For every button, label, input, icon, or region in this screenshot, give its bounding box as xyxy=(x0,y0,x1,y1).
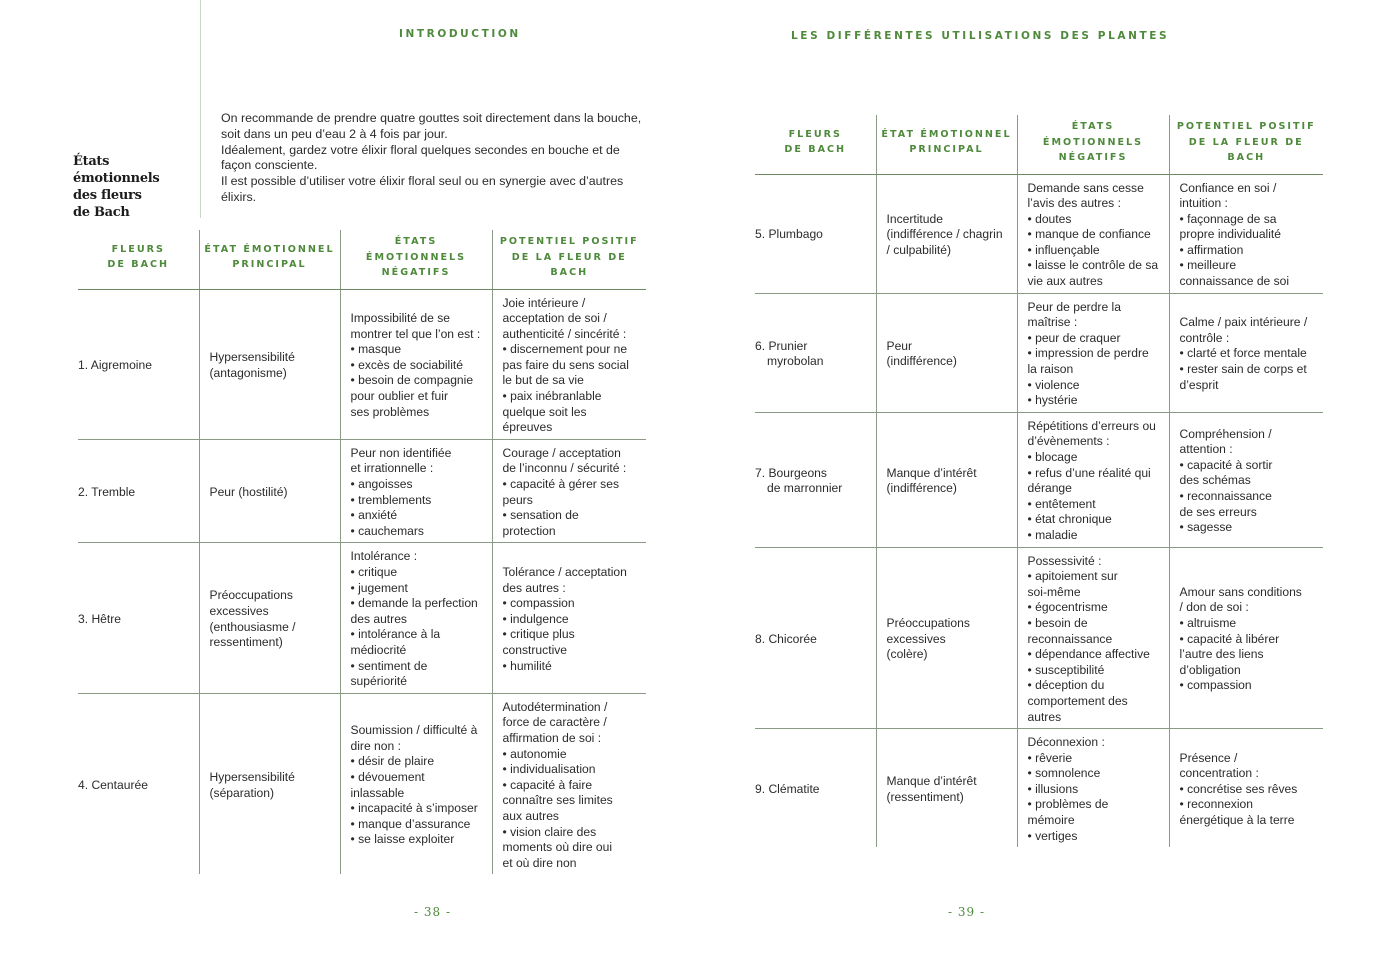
cell-line: (indifférence / chagrin xyxy=(886,227,1003,242)
cell-line: • masque xyxy=(350,342,402,357)
cell-line: authenticité / sincérité : xyxy=(502,326,627,341)
cell-line: • cauchemars xyxy=(350,523,424,538)
negative-states xyxy=(1017,293,1169,412)
cell-line: • jugement xyxy=(350,580,408,595)
cell-line: Peur non identifiée xyxy=(350,445,452,460)
cell-line: • sensation de xyxy=(502,508,579,523)
cell-line: et où dire non xyxy=(502,855,577,870)
positive-potential xyxy=(492,439,646,543)
header-line: FLEURS xyxy=(788,128,842,140)
cell-line: Préoccupations xyxy=(209,588,293,603)
cell-line: épreuves xyxy=(502,420,553,435)
cell-line: • impression de perdre xyxy=(1027,346,1149,361)
header-line: ÉMOTIONNELS xyxy=(365,251,467,263)
cell-line: vie aux autres xyxy=(1027,274,1103,289)
principal-state xyxy=(876,729,1017,848)
principal-state xyxy=(199,543,340,693)
cell-line: 4. Centaurée xyxy=(78,777,148,792)
cell-line: Préoccupations xyxy=(886,615,970,630)
cell-line: moments où dire oui xyxy=(502,840,613,855)
cell-line: Autodétermination / xyxy=(502,699,608,714)
cell-line: intuition : xyxy=(1179,196,1228,211)
intro-paragraph: On recommande de prendre quatre gouttes soit directement dans la bouche, soit dans un peu d’eau 2 à 4 fois par jour. xyxy=(221,111,642,141)
cell-line: myrobolan xyxy=(767,354,824,369)
cell-line: Compréhension / xyxy=(1179,426,1272,441)
header-line: POTENTIEL POSITIF xyxy=(499,236,639,247)
section-title xyxy=(73,153,183,221)
negative-states xyxy=(1017,729,1169,848)
principal-state xyxy=(876,293,1017,412)
positive-potential xyxy=(1169,293,1323,412)
header-line: DE LA FLEUR DE BACH xyxy=(511,251,627,278)
cell-line: d’esprit xyxy=(1179,377,1219,392)
cell-line: (colère) xyxy=(886,647,928,662)
cell-line: 7. Bourgeons xyxy=(755,465,827,480)
cell-line: • sagesse xyxy=(1179,520,1233,535)
cell-line: aux autres xyxy=(502,808,559,823)
cell-line: • désir de plaire xyxy=(350,754,435,769)
cell-line: reconnaissance xyxy=(1027,631,1113,646)
cell-line: • se laisse exploiter xyxy=(350,832,455,847)
cell-line: maîtrise : xyxy=(1027,315,1078,330)
cell-line: 6. Prunier xyxy=(755,338,808,353)
cell-line: • besoin de xyxy=(1027,615,1088,630)
cell-line: • altruisme xyxy=(1179,615,1237,630)
cell-line: (indifférence) xyxy=(886,481,957,496)
flower-name xyxy=(755,729,876,848)
cell-line: (ressentiment) xyxy=(886,789,964,804)
cell-line: • incapacité à s’imposer xyxy=(350,801,478,816)
cell-line: • problèmes de xyxy=(1027,797,1109,812)
cell-line: • sentiment de xyxy=(350,658,428,673)
flower-name xyxy=(78,289,199,439)
cell-line: • rêverie xyxy=(1027,750,1073,765)
header-line: ÉTATS xyxy=(394,236,438,247)
principal-state xyxy=(876,547,1017,729)
cell-line: • refus d’une réalité qui xyxy=(1027,465,1151,480)
header-line: FLEURS xyxy=(111,243,165,255)
cell-line: • entêtement xyxy=(1027,496,1096,511)
cell-line: concentration : xyxy=(1179,766,1259,781)
cell-line: pour oublier et fuir xyxy=(350,389,448,404)
cell-line: Peur xyxy=(886,338,913,353)
principal-state xyxy=(199,439,340,543)
margin-divider xyxy=(200,0,201,218)
negative-states xyxy=(340,439,492,543)
negative-states xyxy=(1017,412,1169,547)
header-etats-negatifs xyxy=(340,230,492,289)
header-etats-negatifs xyxy=(1017,115,1169,174)
header-line: DE BACH xyxy=(784,144,847,156)
flower-name xyxy=(755,293,876,412)
bach-flowers-table xyxy=(78,230,646,874)
cell-line: d’obligation xyxy=(1179,662,1241,677)
running-head: LES DIFFÉRENTES UTILISATIONS DES PLANTES xyxy=(791,30,1170,42)
cell-line: Soumission / difficulté à xyxy=(350,723,478,738)
table-row xyxy=(78,439,646,543)
cell-line: et irrationnelle : xyxy=(350,461,434,476)
cell-line: • illusions xyxy=(1027,781,1079,796)
cell-line: dire non : xyxy=(350,738,401,753)
cell-line: ressentiment) xyxy=(209,635,283,650)
cell-line: • autonomie xyxy=(502,746,567,761)
cell-line: • susceptibilité xyxy=(1027,662,1105,677)
cell-line: • besoin de compagnie xyxy=(350,373,474,388)
page-number: - 38 - xyxy=(414,905,452,919)
cell-line: • demande la perfection xyxy=(350,596,478,611)
cell-line: • laisse le contrôle de sa xyxy=(1027,258,1159,273)
cell-line: Hypersensibilité xyxy=(209,350,295,365)
cell-line: Joie intérieure / xyxy=(502,295,586,310)
cell-line: • paix inébranlable xyxy=(502,389,602,404)
bach-flowers-table xyxy=(755,115,1323,847)
header-line: ÉTAT ÉMOTIONNEL xyxy=(204,243,335,255)
cell-line: constructive xyxy=(502,642,568,657)
cell-line: contrôle : xyxy=(1179,330,1230,345)
cell-line: • dépendance affective xyxy=(1027,647,1150,662)
cell-line: Demande sans cesse xyxy=(1027,180,1144,195)
header-potentiel-positif xyxy=(492,230,646,289)
cell-line: 9. Clématite xyxy=(755,781,820,796)
header-line: DE LA FLEUR DE BACH xyxy=(1188,136,1304,163)
principal-state xyxy=(876,412,1017,547)
cell-line: • vertiges xyxy=(1027,828,1078,843)
cell-line: • capacité à sortir xyxy=(1179,457,1273,472)
cell-line: • discernement pour ne xyxy=(502,342,628,357)
header-line: PRINCIPAL xyxy=(232,259,307,271)
flower-name xyxy=(755,174,876,293)
table-row xyxy=(755,174,1323,293)
cell-line: • individualisation xyxy=(502,762,596,777)
header-etat-principal xyxy=(876,115,1017,174)
cell-line: Présence / xyxy=(1179,750,1238,765)
table-row xyxy=(755,547,1323,729)
cell-line: • capacité à gérer ses xyxy=(502,477,619,492)
positive-potential xyxy=(1169,547,1323,729)
negative-states xyxy=(1017,547,1169,729)
cell-line: • maladie xyxy=(1027,527,1078,542)
cell-line: connaissance de soi xyxy=(1179,274,1290,289)
cell-line: (indifférence) xyxy=(886,354,957,369)
principal-state xyxy=(199,289,340,439)
flower-name xyxy=(755,412,876,547)
cell-line: comportement des xyxy=(1027,693,1128,708)
cell-line: Intolérance : xyxy=(350,549,418,564)
cell-line: (enthousiasme / xyxy=(209,619,296,634)
header-line: ÉTATS xyxy=(1071,121,1115,132)
cell-line: excessives xyxy=(209,603,269,618)
cell-line: protection xyxy=(502,523,556,538)
cell-line: • intolérance à la xyxy=(350,627,441,642)
cell-line: 5. Plumbago xyxy=(755,227,823,242)
cell-line: • manque d’assurance xyxy=(350,816,471,831)
header-line: POTENTIEL POSITIF xyxy=(1176,121,1316,132)
cell-line: autres xyxy=(1027,709,1062,724)
cell-line: • tremblements xyxy=(350,492,432,507)
cell-line: mémoire xyxy=(1027,813,1075,828)
table-row xyxy=(78,289,646,439)
positive-potential xyxy=(1169,729,1323,848)
cell-line: • déception du xyxy=(1027,678,1105,693)
cell-line: quelque soit les xyxy=(502,404,587,419)
flower-name xyxy=(755,547,876,729)
cell-line: de ses erreurs xyxy=(1179,504,1257,519)
positive-potential xyxy=(492,693,646,874)
right-page xyxy=(700,0,1400,958)
cell-line: • reconnaissance xyxy=(1179,488,1272,503)
cell-line: • affirmation xyxy=(1179,242,1244,257)
cell-line: Confiance en soi / xyxy=(1179,180,1277,195)
cell-line: • hystérie xyxy=(1027,393,1078,408)
header-line: ÉMOTIONNELS xyxy=(1042,136,1144,148)
page-number: - 39 - xyxy=(948,905,986,919)
cell-line: • égocentrisme xyxy=(1027,600,1108,615)
cell-line: • critique xyxy=(350,565,398,579)
cell-line: l’autre des liens xyxy=(1179,647,1264,662)
cell-line: 2. Tremble xyxy=(78,484,136,499)
flower-name xyxy=(78,543,199,693)
cell-line: Calme / paix intérieure / xyxy=(1179,315,1308,330)
cell-line: pas faire du sens social xyxy=(502,357,629,372)
cell-line: • meilleure xyxy=(1179,258,1237,273)
cell-line: dérange xyxy=(1027,481,1072,496)
flower-name xyxy=(78,693,199,874)
cell-line: propre individualité xyxy=(1179,227,1282,242)
cell-line: • façonnage de sa xyxy=(1179,211,1277,226)
cell-line: • humilité xyxy=(502,658,552,673)
cell-line: d’évènements : xyxy=(1027,434,1110,449)
table-header-row xyxy=(755,115,1323,174)
cell-line: • capacité à libérer xyxy=(1179,631,1280,646)
cell-line: • critique plus xyxy=(502,627,575,642)
header-fleurs xyxy=(755,115,876,174)
cell-line: • apitoiement sur xyxy=(1027,569,1118,584)
negative-states xyxy=(1017,174,1169,293)
cell-line: • capacité à faire xyxy=(502,777,593,792)
cell-line: 1. Aigremoine xyxy=(78,357,152,372)
intro-paragraph: Idéalement, gardez votre élixir floral quelques secondes en bouche et de façon consciente. xyxy=(221,142,620,173)
cell-line: Incertitude xyxy=(886,211,943,226)
section-title-line: de Bach xyxy=(73,205,130,220)
section-title-line: émotionnels xyxy=(73,171,160,186)
cell-line: force de caractère / xyxy=(502,715,607,730)
cell-line: des autres xyxy=(350,611,407,626)
cell-line: Répétitions d’erreurs ou xyxy=(1027,418,1156,433)
cell-line: • indulgence xyxy=(502,611,569,626)
cell-line: peurs xyxy=(502,492,533,507)
cell-line: l’avis des autres : xyxy=(1027,196,1121,211)
cell-line: médiocrité xyxy=(350,642,407,657)
cell-line: • blocage xyxy=(1027,450,1078,464)
cell-line: Amour sans conditions xyxy=(1179,584,1302,599)
flower-name xyxy=(78,439,199,543)
cell-line: connaître ses limites xyxy=(502,793,613,808)
cell-line: Impossibilité de se xyxy=(350,311,450,326)
running-head: INTRODUCTION xyxy=(399,28,521,40)
cell-line: soi-même xyxy=(1027,584,1081,599)
positive-potential xyxy=(492,543,646,693)
section-title-line: des fleurs xyxy=(73,188,142,203)
cell-line: acceptation de soi / xyxy=(502,311,607,326)
positive-potential xyxy=(492,289,646,439)
cell-line: la raison xyxy=(1027,362,1074,377)
negative-states xyxy=(340,289,492,439)
cell-line: • clarté et force mentale xyxy=(1179,346,1307,361)
cell-line: • compassion xyxy=(1179,678,1252,693)
cell-line: supériorité xyxy=(350,674,407,689)
cell-line: • influençable xyxy=(1027,242,1100,257)
cell-line: Possessivité : xyxy=(1027,553,1102,568)
negative-states xyxy=(340,543,492,693)
intro-paragraph: Il est possible d’utiliser votre élixir floral seul ou en synergie avec d’autres élixirs. xyxy=(221,174,624,204)
cell-line: • vision claire des xyxy=(502,824,597,839)
header-line: DE BACH xyxy=(107,259,170,271)
cell-line: • violence xyxy=(1027,377,1080,392)
cell-line: (antagonisme) xyxy=(209,365,287,380)
header-etat-principal xyxy=(199,230,340,289)
cell-line: 3. Hêtre xyxy=(78,611,122,626)
header-potentiel-positif xyxy=(1169,115,1323,174)
cell-line: Manque d’intérêt xyxy=(886,465,977,480)
header-fleurs xyxy=(78,230,199,289)
cell-line: excessives xyxy=(886,631,946,646)
cell-line: affirmation de soi : xyxy=(502,730,602,745)
cell-line: ses problèmes xyxy=(350,404,430,419)
cell-line: des schémas xyxy=(1179,473,1251,488)
cell-line: Courage / acceptation xyxy=(502,445,621,460)
cell-line: Déconnexion : xyxy=(1027,735,1105,750)
cell-line: Manque d’intérêt xyxy=(886,774,977,789)
cell-line: Tolérance / acceptation xyxy=(502,565,627,579)
cell-line: • reconnexion xyxy=(1179,797,1253,812)
header-line: PRINCIPAL xyxy=(909,144,984,156)
cell-line: de marronnier xyxy=(767,481,843,496)
cell-line: • rester sain de corps et xyxy=(1179,362,1307,377)
table-row xyxy=(78,693,646,874)
cell-line: • somnolence xyxy=(1027,766,1101,781)
principal-state xyxy=(199,693,340,874)
cell-line: (séparation) xyxy=(209,785,275,800)
table-row xyxy=(755,729,1323,848)
cell-line: • doutes xyxy=(1027,211,1072,226)
cell-line: le but de sa vie xyxy=(502,373,584,388)
cell-line: des autres : xyxy=(502,580,566,595)
cell-line: • dévouement xyxy=(350,769,425,784)
cell-line: attention : xyxy=(1179,442,1233,457)
intro-text xyxy=(221,111,651,206)
cell-line: énergétique à la terre xyxy=(1179,813,1295,828)
header-line: NÉGATIFS xyxy=(381,267,451,278)
table-header-row xyxy=(78,230,646,289)
cell-line: • excès de sociabilité xyxy=(350,357,463,372)
principal-state xyxy=(876,174,1017,293)
header-line: ÉTAT ÉMOTIONNEL xyxy=(881,128,1012,140)
table-row xyxy=(755,412,1323,547)
cell-line: Peur de perdre la xyxy=(1027,299,1121,314)
cell-line: • compassion xyxy=(502,596,575,611)
table-row xyxy=(78,543,646,693)
section-title-line: États xyxy=(73,154,110,169)
negative-states xyxy=(340,693,492,874)
table-row xyxy=(755,293,1323,412)
cell-line: • concrétise ses rêves xyxy=(1179,781,1298,796)
positive-potential xyxy=(1169,174,1323,293)
cell-line: • manque de confiance xyxy=(1027,227,1151,242)
header-line: NÉGATIFS xyxy=(1058,152,1128,163)
cell-line: inlassable xyxy=(350,785,405,800)
cell-line: de l’inconnu / sécurité : xyxy=(502,461,627,476)
cell-line: 8. Chicorée xyxy=(755,631,817,646)
cell-line: • peur de craquer xyxy=(1027,330,1121,345)
cell-line: • anxiété xyxy=(350,508,398,523)
cell-line: • angoisses xyxy=(350,477,413,492)
cell-line: montrer tel que l’on est : xyxy=(350,326,481,341)
cell-line: / culpabilité) xyxy=(886,242,952,257)
cell-line: Hypersensibilité xyxy=(209,769,295,784)
cell-line: Peur (hostilité) xyxy=(209,484,288,499)
positive-potential xyxy=(1169,412,1323,547)
cell-line: • état chronique xyxy=(1027,512,1112,527)
cell-line: / don de soi : xyxy=(1179,600,1249,615)
